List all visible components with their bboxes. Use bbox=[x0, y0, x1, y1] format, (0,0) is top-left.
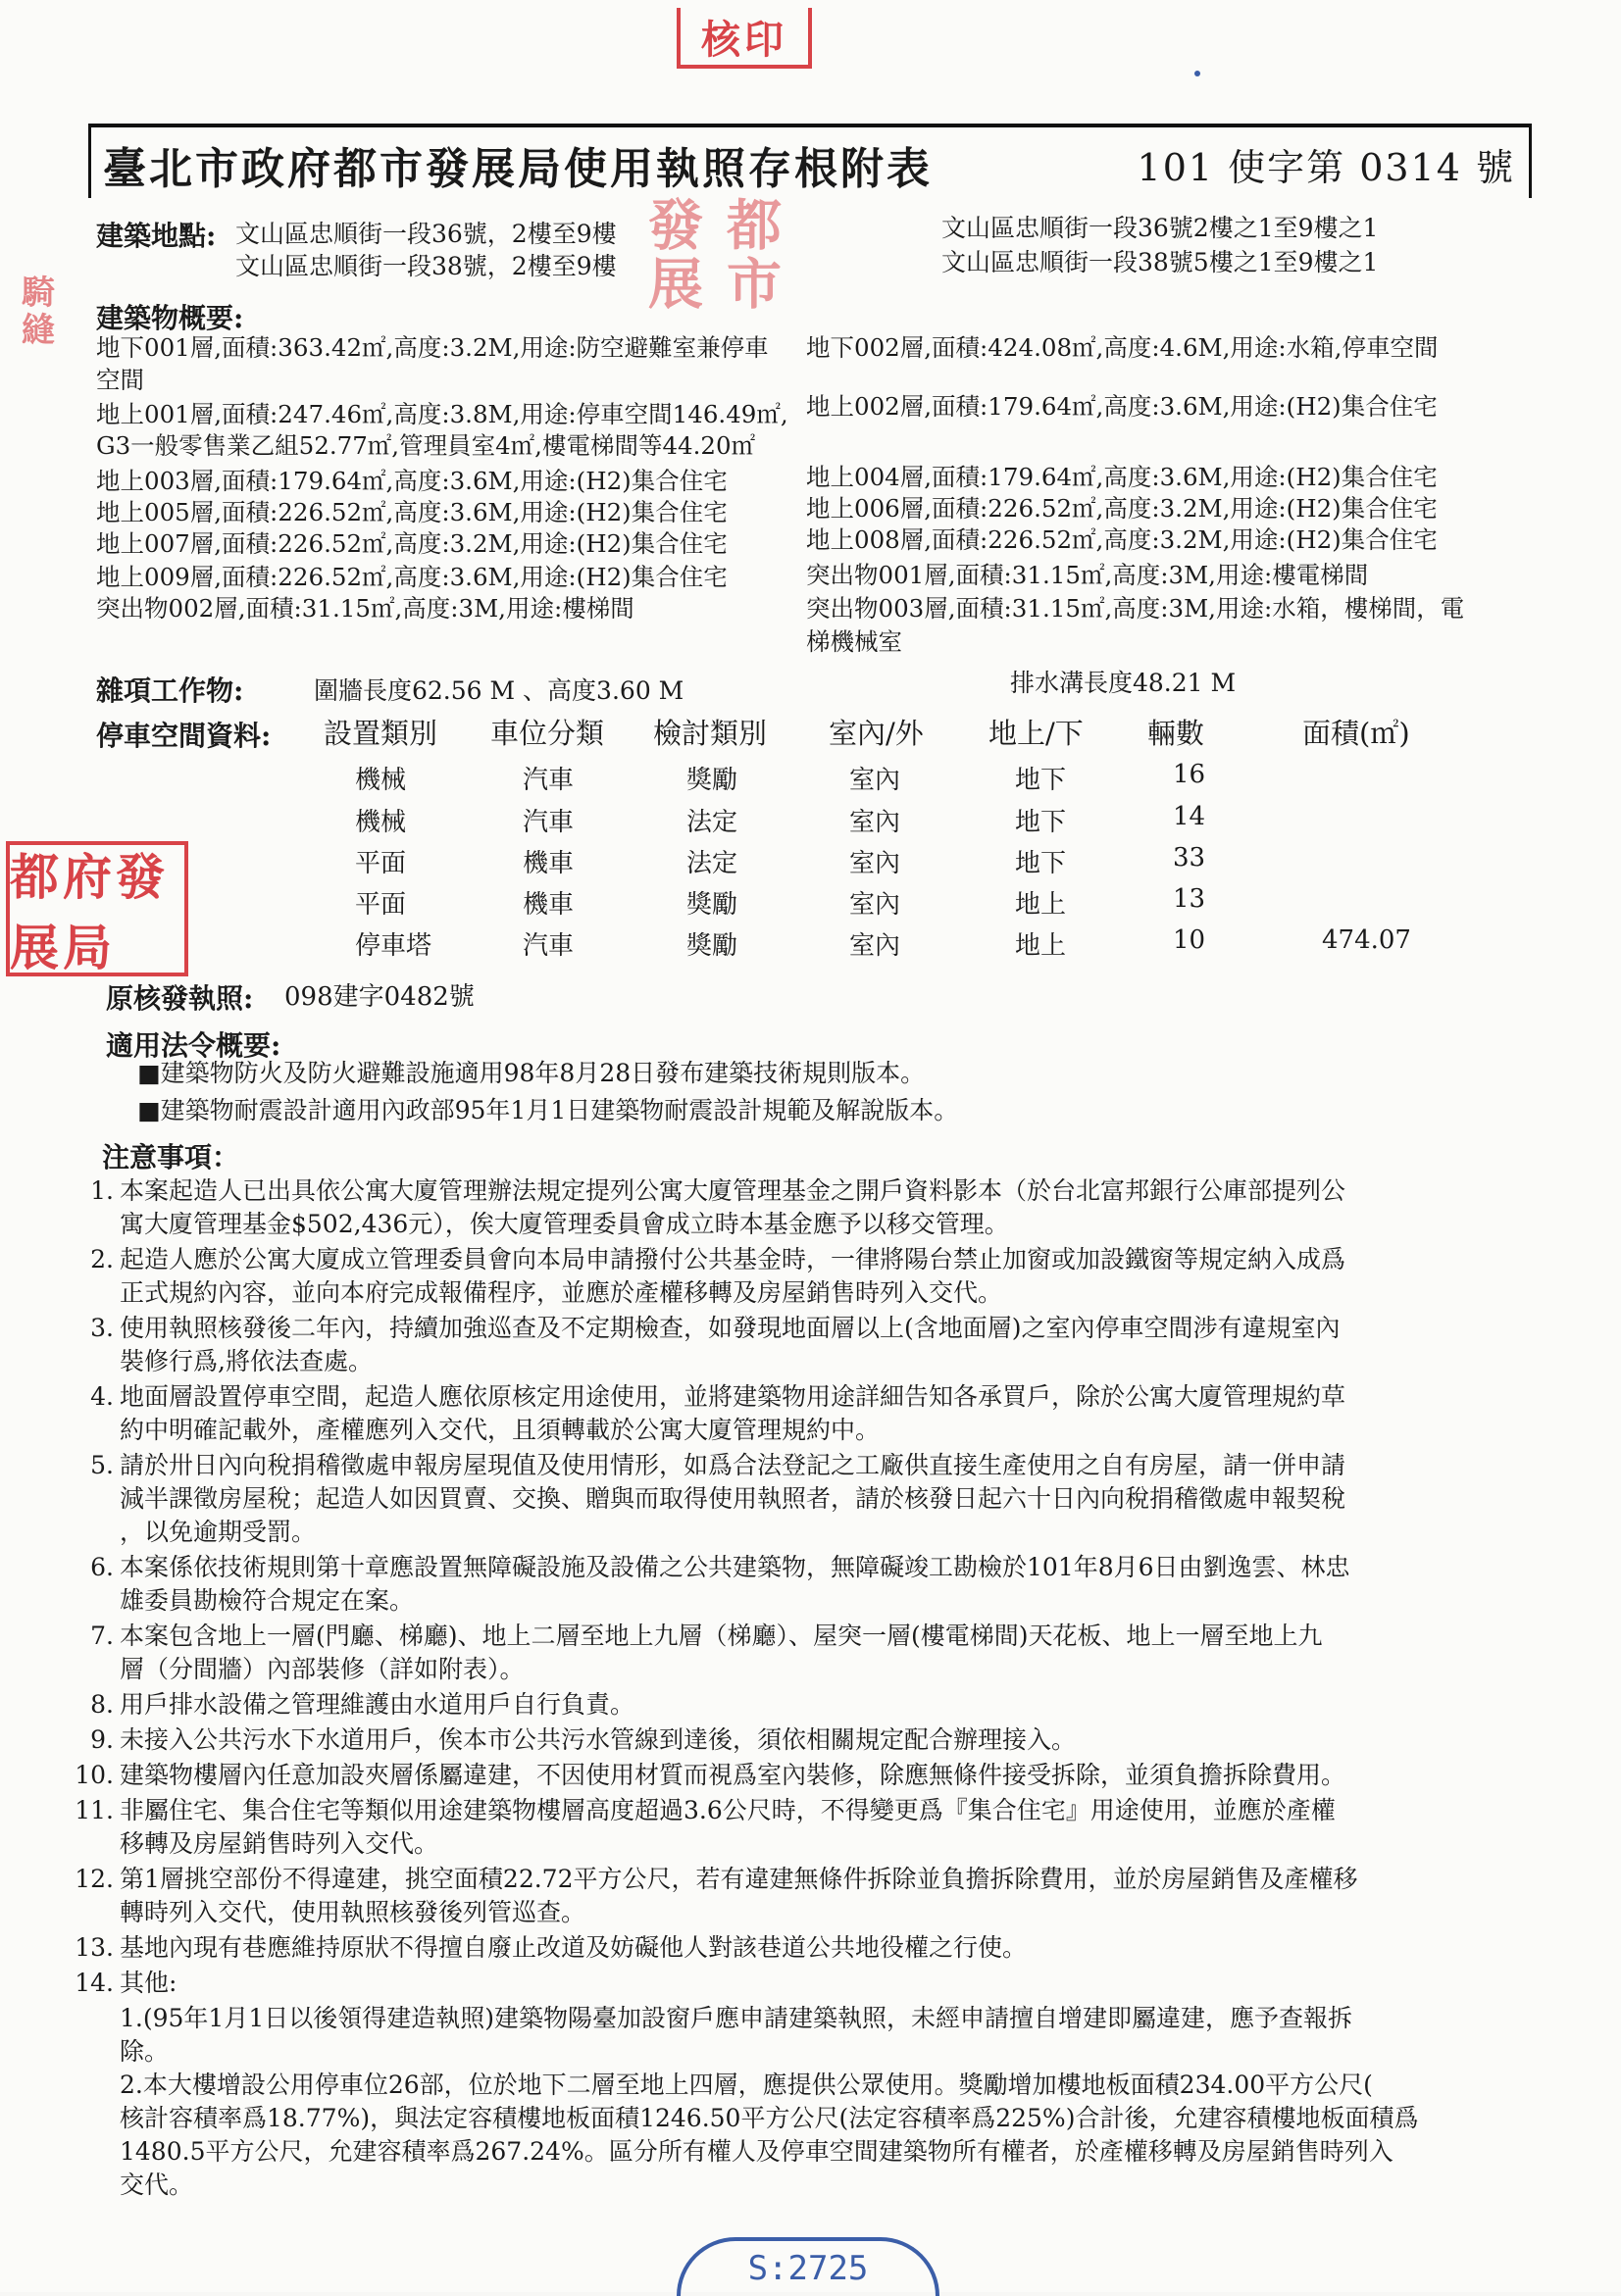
parking-header-cell: 設置類別 bbox=[324, 717, 438, 750]
note-text bbox=[120, 1688, 1522, 1722]
note-text bbox=[120, 1794, 1522, 1861]
document-title: 臺北市政府都市發展局使用執照存根附表 bbox=[103, 144, 933, 194]
parking-label: 停車空間資料: bbox=[96, 720, 272, 752]
note-number: 8. bbox=[90, 1690, 114, 1719]
note-line: 建築物樓層內任意加設夾層係屬違建，不因使用材質而視爲室內裝修，除應無條件接受拆除，並須負擔拆除費用。 bbox=[120, 1761, 1346, 1789]
parking-cell: 14 bbox=[1173, 802, 1206, 831]
address-right-2: 文山區忠順街一段38號5樓之1至9樓之1 bbox=[941, 248, 1379, 276]
note-number: 12. bbox=[75, 1865, 114, 1893]
note-item bbox=[90, 1312, 1522, 1378]
note-text bbox=[120, 1174, 1522, 1241]
note-other-line: 核計容積率爲18.77%)，與法定容積樓地板面積1246.50平方公尺(法定容積率爲225%)合計後，允建容積樓地板面積爲 bbox=[120, 2104, 1419, 2132]
note-line: ，以免逾期受罰。 bbox=[120, 1518, 317, 1546]
ink-dot bbox=[1194, 71, 1200, 76]
note-line: 本案起造人已出具依公寓大廈管理辦法規定提列公寓大廈管理基金之開戶資料影本（於台北富邦銀行公庫部提列公 bbox=[120, 1176, 1346, 1205]
parking-cell: 平面 bbox=[355, 890, 407, 920]
parking-header-cell: 輛數 bbox=[1147, 717, 1205, 750]
parking-cell: 16 bbox=[1173, 760, 1206, 789]
document-header bbox=[88, 124, 1532, 198]
note-other-line: 除。 bbox=[120, 2037, 170, 2066]
note-number: 14. bbox=[75, 1969, 114, 1997]
note-line: 基地內現有巷應維持原狀不得擅自廢止改道及妨礙他人對該巷道公共地役權之行使。 bbox=[120, 1933, 1028, 1962]
note-line: 裝修行爲,將依法查處。 bbox=[120, 1347, 373, 1375]
parking-cell: 13 bbox=[1173, 884, 1206, 914]
note-number: 4. bbox=[90, 1382, 114, 1411]
note-text bbox=[120, 1863, 1522, 1929]
address-left-2: 文山區忠順街一段38號，2樓至9樓 bbox=[235, 252, 617, 280]
address-right-1: 文山區忠順街一段36號2樓之1至9樓之1 bbox=[941, 214, 1379, 242]
overview-left-line: 地上003層,面積:179.64㎡,高度:3.6M,用途:(H2)集合住宅 bbox=[96, 467, 728, 495]
approval-seal-side: 都府發展局 bbox=[6, 841, 188, 976]
note-item bbox=[75, 1863, 1522, 1929]
note-text bbox=[120, 1931, 1522, 1965]
note-line: 轉時列入交代，使用執照核發後列管巡查。 bbox=[120, 1898, 586, 1926]
note-line: 減半課徵房屋稅；起造人如因買賣、交換、贈與而取得使用執照者，請於核發日起六十日內向稅捐稽徵處申報契稅 bbox=[120, 1484, 1346, 1513]
note-line: 本案包含地上一層(門廳、梯廳)、地上二層至地上九層（梯廳）、屋突一層(樓電梯間)天花板、地上一層至地上九 bbox=[120, 1622, 1323, 1650]
notes-label: 注意事項： bbox=[102, 1141, 240, 1173]
parking-cell: 法定 bbox=[686, 808, 738, 837]
parking-cell: 地上 bbox=[1015, 931, 1067, 961]
note-line: 層（分間牆）內部裝修（詳如附表）。 bbox=[120, 1655, 525, 1683]
original-permit-label: 原核發執照: bbox=[106, 982, 254, 1015]
note-line: 第1層挑空部份不得違建，挑空面積22.72平方公尺，若有違建無條件拆除並負擔拆除費用，並於房屋銷售及產權移 bbox=[120, 1865, 1358, 1893]
parking-header-cell: 車位分類 bbox=[490, 717, 605, 750]
parking-header-cell: 檢討類別 bbox=[653, 717, 768, 750]
note-text bbox=[120, 1551, 1522, 1618]
parking-cell: 地上 bbox=[1015, 890, 1067, 920]
parking-cell: 室內 bbox=[849, 808, 901, 837]
note-text bbox=[120, 1967, 1522, 2000]
overview-left-line: 地上009層,面積:226.52㎡,高度:3.6M,用途:(H2)集合住宅 bbox=[96, 563, 728, 591]
parking-cell: 機車 bbox=[523, 849, 575, 878]
note-item bbox=[90, 1243, 1522, 1310]
parking-cell: 地下 bbox=[1015, 808, 1067, 837]
laws-label: 適用法令概要: bbox=[106, 1029, 281, 1062]
note-line: 本案係依技術規則第十章應設置無障礙設施及設備之公共建築物，無障礙竣工勘檢於101年8月6日由劉逸雲、林忠 bbox=[120, 1553, 1350, 1581]
parking-cell: 機械 bbox=[355, 766, 407, 795]
overview-right-line: 地上004層,面積:179.64㎡,高度:3.6M,用途:(H2)集合住宅 bbox=[806, 463, 1438, 491]
overview-left-line: 地上005層,面積:226.52㎡,高度:3.6M,用途:(H2)集合住宅 bbox=[96, 498, 728, 526]
note-line: 地面層設置停車空間，起造人應依原核定用途使用，並將建築物用途詳細告知各承買戶，除於公寓大廈管理規約草 bbox=[120, 1382, 1346, 1411]
parking-cell: 室內 bbox=[849, 849, 901, 878]
notes-list bbox=[75, 1174, 1522, 2202]
note-item bbox=[90, 1551, 1522, 1618]
note-other-line: 1.(95年1月1日以後領得建造執照)建築物陽臺加設窗戶應申請建築執照，未經申請擅自增建即屬違建，應予查報拆 bbox=[120, 2004, 1352, 2032]
note-line: 移轉及房屋銷售時列入交代。 bbox=[120, 1829, 439, 1858]
note-number: 9. bbox=[90, 1725, 114, 1754]
parking-cell: 室內 bbox=[849, 931, 901, 961]
note-text bbox=[120, 1723, 1522, 1757]
original-permit-value: 098建字0482號 bbox=[284, 982, 475, 1012]
note-item bbox=[75, 1931, 1522, 1965]
parking-cell: 汽車 bbox=[523, 808, 575, 837]
overview-right-line: 地上006層,面積:226.52㎡,高度:3.2M,用途:(H2)集合住宅 bbox=[806, 494, 1438, 523]
parking-cell: 機械 bbox=[355, 808, 407, 837]
parking-cell: 獎勵 bbox=[686, 931, 738, 961]
parking-cell: 10 bbox=[1173, 925, 1206, 955]
overview-right-line: 突出物003層,面積:31.15㎡,高度:3M,用途:水箱，樓梯間，電 bbox=[806, 594, 1465, 623]
misc-label: 雜項工作物: bbox=[96, 674, 244, 707]
parking-cell: 法定 bbox=[686, 849, 738, 878]
note-line: 正式規約內容，並向本府完成報備程序，並應於產權移轉及房屋銷售時列入交代。 bbox=[120, 1278, 1003, 1307]
note-text bbox=[120, 1759, 1522, 1792]
permit-number: 101 使字第 0314 號 bbox=[1137, 146, 1515, 189]
address-left-1: 文山區忠順街一段36號，2樓至9樓 bbox=[235, 220, 617, 248]
overview-left-line: 地下001層,面積:363.42㎡,高度:3.2M,用途:防空避難室兼停車 bbox=[96, 333, 769, 362]
overview-left-line: 地上001層,面積:247.46㎡,高度:3.8M,用途:停車空間146.49㎡, bbox=[96, 400, 788, 428]
note-line: 起造人應於公寓大廈成立管理委員會向本局申請撥付公共基金時，一律將陽台禁止加窗或加設鐵窗等規定納入成爲 bbox=[120, 1245, 1346, 1273]
parking-cell: 33 bbox=[1173, 843, 1206, 873]
note-number: 2. bbox=[90, 1245, 114, 1273]
note-item bbox=[75, 1794, 1522, 1861]
note-number: 13. bbox=[75, 1933, 114, 1962]
note-line: 約中明確記載外，產權應列入交代，且須轉載於公寓大廈管理規約中。 bbox=[120, 1416, 881, 1444]
overview-label: 建築物概要: bbox=[96, 302, 244, 334]
note-number: 10. bbox=[75, 1761, 114, 1789]
note-item bbox=[90, 1688, 1522, 1722]
note-line: 非屬住宅、集合住宅等類似用途建築物樓層高度超過3.6公尺時，不得變更爲『集合住宅』用途使用，並應於產權 bbox=[120, 1796, 1336, 1824]
overview-left-line: G3一般零售業乙組52.77㎡,管理員室4㎡,樓電梯間等44.20㎡ bbox=[96, 431, 756, 460]
number-seal: S:2725 bbox=[677, 2237, 939, 2296]
note-line: 雄委員勘檢符合規定在案。 bbox=[120, 1586, 415, 1615]
law-item-1: ■建築物防火及防火避難設施適用98年8月28日發布建築技術規則版本。 bbox=[137, 1059, 926, 1087]
note-number: 11. bbox=[75, 1796, 114, 1824]
note-line: 用戶排水設備之管理維護由水道用戶自行負責。 bbox=[120, 1690, 635, 1719]
parking-cell: 平面 bbox=[355, 849, 407, 878]
note-item bbox=[75, 1759, 1522, 1792]
note-item bbox=[90, 1380, 1522, 1447]
note-item bbox=[90, 1174, 1522, 1241]
parking-cell: 停車塔 bbox=[355, 931, 432, 961]
note-number: 6. bbox=[90, 1553, 114, 1581]
note-item bbox=[90, 1449, 1522, 1549]
note-number: 3. bbox=[90, 1314, 114, 1342]
note-item bbox=[90, 1723, 1522, 1757]
parking-cell: 汽車 bbox=[523, 931, 575, 961]
parking-cell: 474.07 bbox=[1322, 925, 1411, 955]
note-line: 寓大廈管理基金$502,436元），俟大廈管理委員會成立時本基金應予以移交管理。 bbox=[120, 1210, 1009, 1238]
note-other-line: 2.本大樓增設公用停車位26部，位於地下二層至地上四層，應提供公眾使用。獎勵增加樓地板面積234.00平方公尺( bbox=[120, 2071, 1373, 2099]
parking-cell: 室內 bbox=[849, 890, 901, 920]
note-text bbox=[120, 1312, 1522, 1378]
address-label: 建築地點: bbox=[96, 220, 217, 252]
note-number: 1. bbox=[90, 1176, 114, 1205]
overview-right-line: 地上002層,面積:179.64㎡,高度:3.6M,用途:(H2)集合住宅 bbox=[806, 392, 1438, 421]
approval-seal-middle: 都市發展 bbox=[639, 196, 783, 314]
misc-drain: 排水溝長度48.21 M bbox=[1010, 669, 1237, 697]
approval-seal-top: 核印 bbox=[677, 8, 812, 69]
parking-cell: 機車 bbox=[523, 890, 575, 920]
overview-left-line: 空間 bbox=[96, 366, 144, 394]
overview-right-line: 地上008層,面積:226.52㎡,高度:3.2M,用途:(H2)集合住宅 bbox=[806, 525, 1438, 554]
overview-left-line: 突出物002層,面積:31.15㎡,高度:3M,用途:樓梯間 bbox=[96, 594, 634, 623]
note-text bbox=[120, 1620, 1522, 1686]
parking-header-cell: 地上/下 bbox=[988, 717, 1084, 750]
note-text bbox=[120, 1243, 1522, 1310]
note-other-line: 交代。 bbox=[120, 2171, 194, 2199]
note-other-line: 1480.5平方公尺，允建容積率爲267.24%。區分所有權人及停車空間建築物所有權者，於產權移轉及房屋銷售時列入 bbox=[120, 2137, 1393, 2166]
note-number: 7. bbox=[90, 1622, 114, 1650]
parking-cell: 汽車 bbox=[523, 766, 575, 795]
note-line: 請於卅日內向稅捐稽徵處申報房屋現值及使用情形，如爲合法登記之工廠供直接生產使用之自有房屋，請一併申請 bbox=[120, 1451, 1346, 1479]
overview-right-line: 梯機械室 bbox=[806, 627, 902, 656]
note-text bbox=[120, 1449, 1522, 1549]
overview-right-line: 突出物001層,面積:31.15㎡,高度:3M,用途:樓電梯間 bbox=[806, 561, 1369, 589]
seam-seal: 騎縫 bbox=[15, 275, 55, 349]
parking-header-cell: 面積(㎡) bbox=[1302, 717, 1410, 750]
overview-right-line: 地下002層,面積:424.08㎡,高度:4.6M,用途:水箱,停車空間 bbox=[806, 333, 1439, 362]
parking-cell: 獎勵 bbox=[686, 766, 738, 795]
note-line: 使用執照核發後二年內，持續加強巡查及不定期檢查，如發現地面層以上(含地面層)之室內停車空間涉有違規室內 bbox=[120, 1314, 1341, 1342]
parking-cell: 獎勵 bbox=[686, 890, 738, 920]
note-other-list bbox=[120, 2002, 1522, 2202]
law-item-2: ■建築物耐震設計適用內政部95年1月1日建築物耐震設計規範及解說版本。 bbox=[137, 1096, 959, 1124]
parking-cell: 地下 bbox=[1015, 849, 1067, 878]
parking-header-cell: 室內/外 bbox=[829, 717, 924, 750]
parking-cell: 地下 bbox=[1015, 766, 1067, 795]
note-line: 其他: bbox=[120, 1969, 177, 1997]
parking-cell: 室內 bbox=[849, 766, 901, 795]
overview-left-line: 地上007層,面積:226.52㎡,高度:3.2M,用途:(H2)集合住宅 bbox=[96, 529, 728, 558]
note-line: 未接入公共污水下水道用戶，俟本市公共污水管線到達後，須依相關規定配合辦理接入。 bbox=[120, 1725, 1077, 1754]
note-item bbox=[75, 1967, 1522, 2000]
note-text bbox=[120, 1380, 1522, 1447]
note-number: 5. bbox=[90, 1451, 114, 1479]
note-item bbox=[90, 1620, 1522, 1686]
misc-wall: 圍牆長度62.56 M 、高度3.60 M bbox=[314, 676, 684, 705]
